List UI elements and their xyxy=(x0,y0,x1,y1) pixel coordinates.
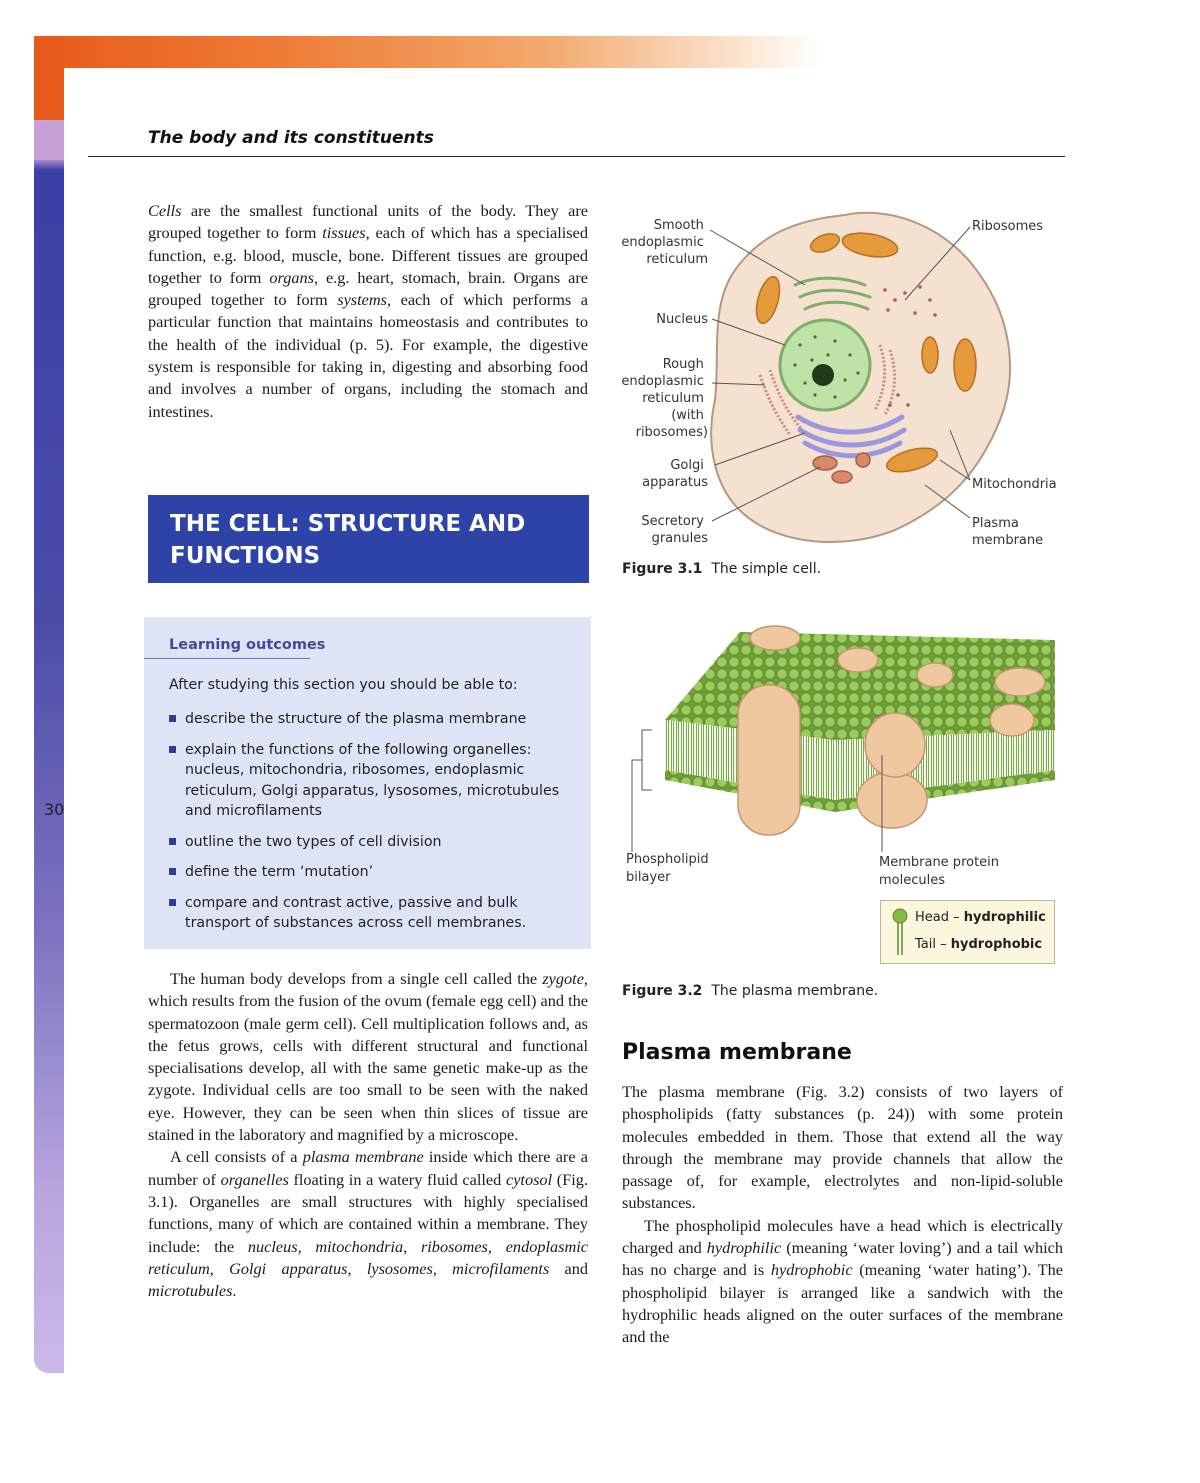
header-rule xyxy=(88,156,1065,157)
figure-plasma-membrane xyxy=(620,620,1070,900)
intro-paragraph xyxy=(148,200,588,423)
text-run: A cell consists of a xyxy=(170,1147,303,1167)
figure-simple-cell xyxy=(620,205,1070,555)
italic-term: Cells xyxy=(148,201,182,220)
label-smooth-er: Smooth endoplasmic reticulum xyxy=(621,218,708,267)
list-item: define the term ‘mutation’ xyxy=(169,862,569,883)
list-item: outline the two types of cell division xyxy=(169,832,569,853)
label-rough-er: Rough endoplasmic reticulum (with ribosomes) xyxy=(621,357,708,440)
list-item: explain the functions of the following organelles: nucleus, mitochondria, ribosomes, endoplasmic reticulum, Golgi apparatus, lysosomes, microtubules and microfilaments xyxy=(169,740,569,822)
learning-outcomes-list xyxy=(169,709,569,944)
label-membrane-protein: Membrane protein molecules xyxy=(879,855,1000,888)
italic-term: hydrophilic xyxy=(706,1238,782,1258)
text-run: inside which there are a number of xyxy=(148,1147,589,1189)
body-paragraph-1 xyxy=(148,968,588,1146)
label-nucleus: Nucleus xyxy=(656,312,708,327)
bullet-icon xyxy=(169,868,176,875)
label-secretory-granules: Secretory granules xyxy=(641,514,708,546)
body-text-left xyxy=(148,968,588,1302)
plasma-paragraph-2 xyxy=(622,1215,1063,1349)
figure-3-1-caption: Figure 3.1 The simple cell. xyxy=(622,561,822,577)
learning-outcomes-intro: After studying this section you should be able to: xyxy=(169,677,518,693)
text-run: and xyxy=(549,1258,589,1278)
phospholipid-icon xyxy=(890,907,910,959)
text-run: (meaning ‘water loving’) and a tail which has no charge and is xyxy=(622,1238,1063,1280)
label-mitochondria: Mitochondria xyxy=(972,477,1057,492)
label-phospholipid-bilayer: Phospholipid bilayer xyxy=(626,852,709,885)
text-run: (Fig. 3.1). Organelles are small structures with highly specialised functions, many of which are contained within a membrane. They include: the xyxy=(148,1169,588,1256)
learning-outcomes-box xyxy=(144,617,591,949)
text-run: , each of which performs a particular function that maintains homeostasis and contributes to the health of the individual (p. 5). For example, the digestive system is responsible for taking in, digesting and absorbing food and involves a number of organs, including the stomach and intestines. xyxy=(148,290,588,421)
list-item: describe the structure of the plasma membrane xyxy=(169,709,569,730)
italic-term: tissues xyxy=(322,223,366,243)
header-corner xyxy=(34,36,64,120)
bullet-icon xyxy=(169,715,176,722)
header-color-band xyxy=(34,36,822,68)
italic-term: systems xyxy=(337,290,387,310)
nucleolus-shape xyxy=(812,364,834,386)
text-run: , each of which has a specialised function, e.g. blood, muscle, bone. Different tissues are grouped together to form xyxy=(148,223,588,287)
italic-term: plasma membrane xyxy=(302,1147,424,1167)
text-run: The plasma membrane (Fig. 3.2) consists of two layers of phospholipids (fatty substances (p. 24)) with some protein molecules embedded in them. Those that extend all the way through the membrane may provide channels that allow the passage of, for example, electrolytes and non-lipid-soluble substances. xyxy=(622,1082,1063,1213)
plasma-paragraph-1 xyxy=(622,1081,1063,1215)
figure-3-2-caption: Figure 3.2 The plasma membrane. xyxy=(622,983,879,999)
section-title: THE CELL: STRUCTURE AND FUNCTIONS xyxy=(148,495,589,583)
bullet-icon xyxy=(169,899,176,906)
label-ribosomes: Ribosomes xyxy=(972,219,1044,234)
text-run: The phospholipid molecules have a head which is electrically charged and xyxy=(622,1215,1063,1258)
chapter-side-bar xyxy=(34,120,64,1373)
page-number: 30 xyxy=(44,800,65,819)
plasma-membrane-heading: Plasma membrane xyxy=(622,1040,852,1065)
text-run: (meaning ‘water hating’). The phospholipid bilayer is arranged like a sandwich with the hydrophilic heads aligned on the outer surfaces of the membrane and the xyxy=(622,1260,1063,1347)
italic-term: cytosol xyxy=(505,1169,553,1189)
body-text-right xyxy=(622,1081,1063,1349)
bullet-icon xyxy=(169,746,176,753)
chapter-side-notch xyxy=(34,120,64,160)
text-run: , which results from the fusion of the ovum (female egg cell) and the spermatozoon (male germ cell). Cell multiplication follows and, as the fetus grows, cells with different structural and functional specialisations develop, all with the same genetic make-up as the zygote. Individual cells are too small to be seen with the naked eye. However, they can be seen when thin slices of tissue are stained in the laboratory and magnified by a microscope. xyxy=(148,969,588,1145)
intro-text xyxy=(148,200,588,423)
legend-tail: Tail – hydrophobic xyxy=(915,937,1043,952)
text-run: . xyxy=(232,1281,237,1301)
learning-outcomes-rule xyxy=(144,658,310,659)
legend-head: Head – hydrophilic xyxy=(915,910,1046,925)
list-item: compare and contrast active, passive and bulk transport of substances across cell membranes. xyxy=(169,893,569,934)
running-head: The body and its constituents xyxy=(148,128,434,148)
text-run: are the smallest functional units of the body. They are grouped together to form xyxy=(148,201,588,243)
label-golgi: Golgi apparatus xyxy=(642,458,708,490)
body-paragraph-2 xyxy=(148,1146,588,1302)
learning-outcomes-title: Learning outcomes xyxy=(169,637,326,653)
italic-term: zygote xyxy=(542,969,584,988)
label-plasma-membrane: Plasma membrane xyxy=(972,516,1044,548)
text-run: , e.g. heart, stomach, brain. Organs are grouped together to form xyxy=(148,267,588,310)
bullet-icon xyxy=(169,838,176,845)
italic-term: microtubules xyxy=(148,1281,233,1301)
text-run: The human body develops from a single cell called the xyxy=(170,969,543,988)
italic-term: organelles xyxy=(220,1169,289,1189)
membrane-legend xyxy=(880,900,1055,964)
italic-term: organs xyxy=(269,267,314,287)
italic-term: hydrophobic xyxy=(770,1260,853,1280)
text-run: floating in a watery fluid called xyxy=(288,1169,506,1189)
italic-term: nucleus, mitochondria, ribosomes, endoplasmic reticulum, Golgi apparatus, lysosomes, microfilaments xyxy=(148,1236,589,1278)
